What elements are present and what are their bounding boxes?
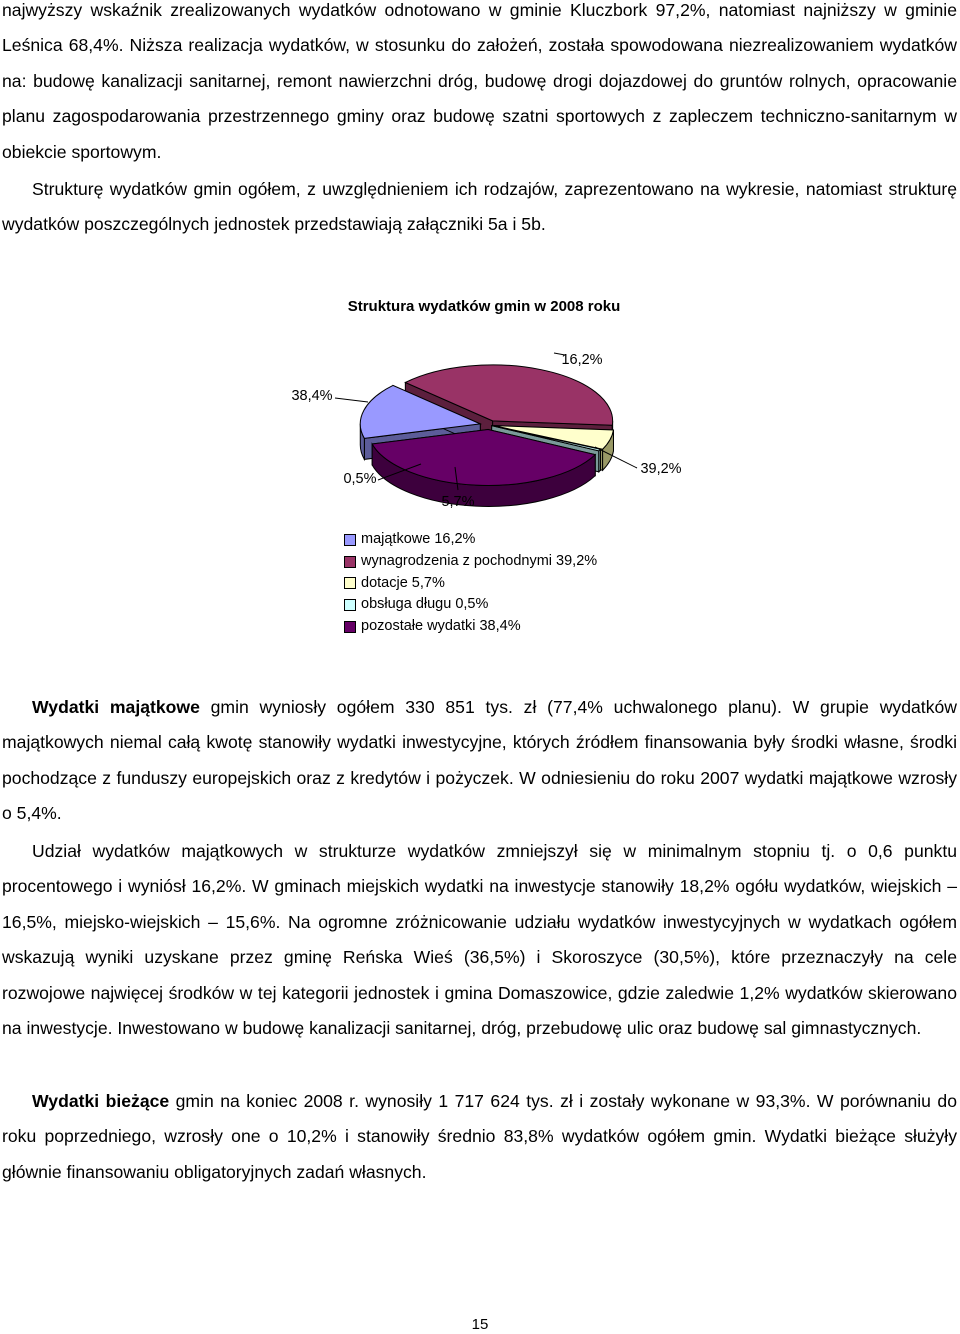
legend-item-2 bbox=[344, 551, 597, 573]
data-label-5: 38,4% bbox=[291, 388, 333, 404]
paragraph-capital-share: Udział wydatków majątkowych w strukturze wydatków zmniejszył się w minimalnym stopniu tj. o 0,6 punktu procentowego i wyniósł 16,2%. W gminach miejskich wydatki na inwestycje stanowiły 18,2% ogółu wydatków, wiejskich – 16,5%, miejsko-wiejskich – 15,6%. Na ogromne zróżnicowanie udziału wydatków inwestycyjnych w wydatkach ogółem wskazują wyniki uzyskane przez gminę Reńska Wieś (36,5%) i Skoroszyce (30,5%), które przeznaczyły na cele rozwojowe najwięcej środków w tej kategorii jednostek i gmina Domaszowice, gdzie zaledwie 1,2% wydatków skierowano na inwestycje. Inwestowano w budowę kanalizacji sanitarnej, dróg, przebudowę ulic oraz budowę sal gimnastycznych. bbox=[2, 841, 957, 1039]
paragraph-current-expenditure-text: gmin na koniec 2008 r. wynosiły 1 717 624 tys. zł i zostały wykonane w 93,3%. W porównaniu do roku poprzedniego, wzrosły one o 10,2% i stanowiły średnio 83,8% wydatków ogółem gmin. Wydatki bieżące służyły głównie finansowaniu obligatoryjnych zadań własnych. bbox=[2, 1091, 957, 1182]
data-label-1: 16,2% bbox=[561, 352, 603, 368]
page-number: 15 bbox=[471, 1316, 489, 1333]
data-label-4: 0,5% bbox=[343, 471, 377, 487]
legend-swatch bbox=[344, 599, 356, 611]
leader-line-5 bbox=[335, 398, 368, 402]
paragraph-current-expenditure bbox=[2, 1084, 957, 1190]
paragraph-capital-expenditure-text: gmin wyniosły ogółem 330 851 tys. zł (77,4% uchwalonego planu). W grupie wydatków majątkowych niemal całą kwotę stanowiły wydatki inwestycyjne, których źródłem finansowania były środki własne, środki pochodzące z funduszy europejskich oraz z kredytów i pożyczek. W odniesieniu do roku 2007 wydatki majątkowe wzrosły o 5,4%. bbox=[2, 697, 957, 824]
chart-title: Struktura wydatków gmin w 2008 roku bbox=[347, 298, 621, 315]
legend-label: obsługa długu 0,5% bbox=[361, 596, 489, 613]
bold-term-current-expenditure: Wydatki bieżące bbox=[32, 1091, 170, 1111]
legend-swatch bbox=[344, 556, 356, 568]
legend-item-3 bbox=[344, 573, 597, 595]
legend-item-5 bbox=[344, 616, 597, 638]
data-label-2: 39,2% bbox=[640, 461, 682, 477]
paragraph-realization: najwyższy wskaźnik zrealizowanych wydatków odnotowano w gminie Kluczbork 97,2%, natomiast najniższy w gminie Leśnica 68,4%. Niższa realizacja wydatków, w stosunku do założeń, została spowodowana niezrealizowaniem wydatków na: budowę kanalizacji sanitarnej, remont nawierzchni dróg, budowę drogi dojazdowej do gruntów rolnych, opracowanie planu zagospodarowania przestrzennego gminy oraz budowę szatni sportowych z zapleczem techniczno-sanitarnym w obiekcie sportowym. bbox=[2, 0, 957, 162]
data-label-3: 5,7% bbox=[441, 494, 475, 510]
legend-label: majątkowe 16,2% bbox=[361, 531, 476, 547]
bold-term-capital-expenditure: Wydatki majątkowe bbox=[32, 697, 200, 717]
pie-slice-wall-4-0 bbox=[599, 449, 601, 472]
legend-swatch bbox=[344, 621, 356, 633]
legend-item-1 bbox=[344, 529, 597, 551]
legend-label: pozostałe wydatki 38,4% bbox=[361, 618, 521, 635]
chart-legend bbox=[344, 529, 597, 638]
legend-swatch bbox=[344, 534, 356, 546]
pie-chart bbox=[0, 330, 960, 530]
legend-swatch bbox=[344, 577, 356, 589]
legend-item-4 bbox=[344, 594, 597, 616]
paragraph-capital-expenditure bbox=[2, 690, 957, 832]
legend-label: dotacje 5,7% bbox=[361, 574, 445, 591]
legend-label: wynagrodzenia z pochodnymi 39,2% bbox=[361, 552, 598, 569]
paragraph-structure-intro: Strukturę wydatków gmin ogółem, z uwzględnieniem ich rodzajów, zaprezentowano na wykresie, natomiast strukturę wydatków poszczególnych jednostek przedstawiają załączniki 5a i 5b. bbox=[2, 179, 957, 235]
